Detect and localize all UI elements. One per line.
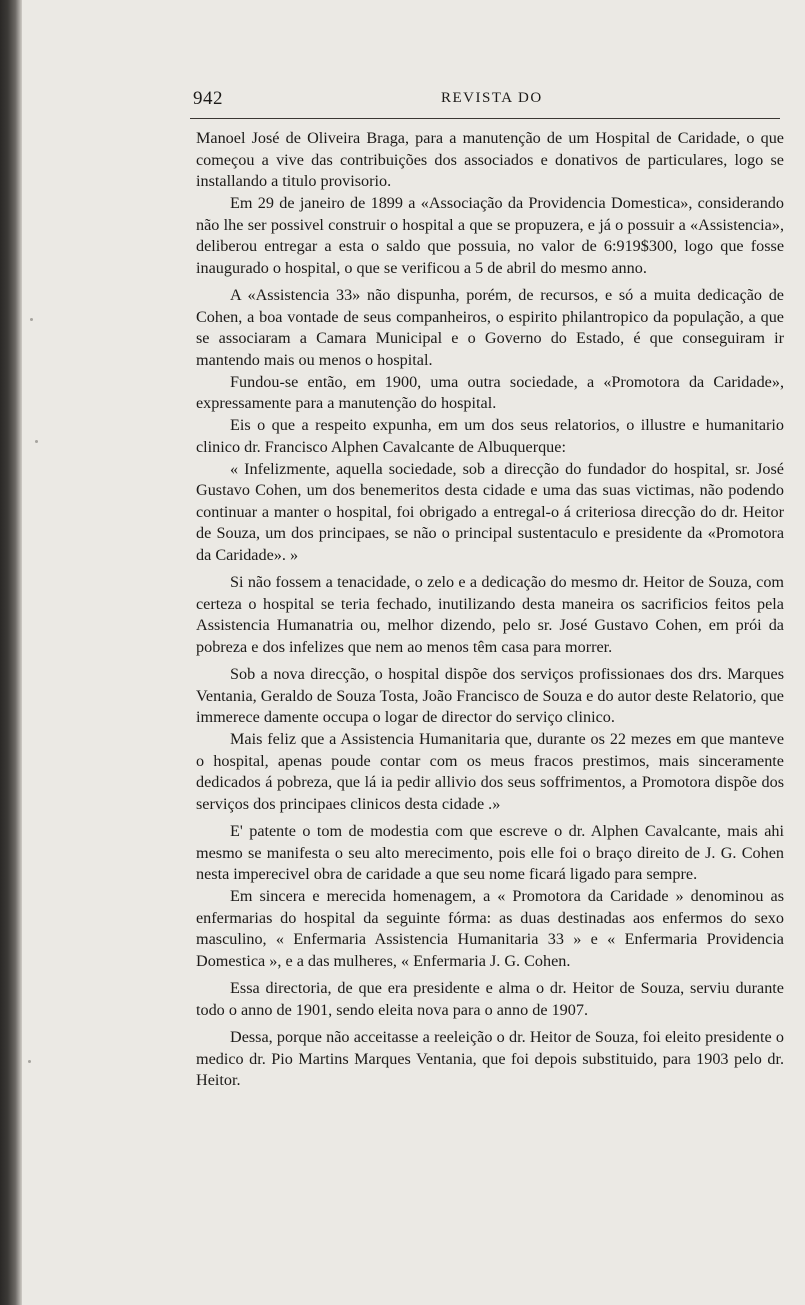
page-number: 942 [193,88,223,109]
paragraph: Em 29 de janeiro de 1899 a «Associação da Providencia Domestica», considerando não lhe ser possivel construir o hospital a que se propuzera, e já o possuir a «Assistencia», deliberou entregar a esta o saldo que possuia, no valor de 6:919$300, logo que fosse inaugurado o hospital, o que se verificou a 5 de abril do mesmo anno. [196,194,784,277]
body-text [196,128,784,1092]
paragraph: « Infelizmente, aquella sociedade, sob a direcção do fundador do hospital, sr. José Gustavo Cohen, um dos benemeritos desta cidade e uma das suas victimas, não podendo continuar a manter o hospital, foi obrigado a entregal-o á criteriosa direcção do dr. Heitor de Souza, um dos principaes, se não o principal sustentaculo e presidente da «Promotora da Caridade». » [196,459,784,564]
paragraph: Manoel José de Oliveira Braga, para a manutenção de um Hospital de Caridade, o que começou a vive das contribuições dos associados e donativos de particulares, logo se installando a titulo provisorio. [196,129,784,190]
paragraph: Dessa, porque não acceitasse a reeleição o dr. Heitor de Souza, foi eleito presidente o medico dr. Pio Martins Marques Ventania, que foi depois substituido, para 1903 pelo dr. Heitor. [196,1028,784,1089]
running-head: REVISTA DO [441,90,543,106]
book-binding-edge [0,0,22,1305]
paragraph: A «Assistencia 33» não dispunha, porém, de recursos, e só a muita dedicação de Cohen, a boa vontade de seus companheiros, o espirito philantropico da população, a que se associaram a Camara Municipal e o Governo do Estado, é que conseguiram ir mantendo mais ou menos o hospital. [196,286,784,369]
paragraph: Essa directoria, de que era presidente e alma o dr. Heitor de Souza, serviu durante todo o anno de 1901, sendo eleita nova para o anno de 1907. [196,979,784,1019]
paragraph: Si não fossem a tenacidade, o zelo e a dedicação do mesmo dr. Heitor de Souza, com certeza o hospital se teria fechado, inutilizando desta maneira os sacrificios feitos pela Assistencia Humanatria ou, melhor dizendo, pelo sr. José Gustavo Cohen, em prói da pobreza e dos infelizes que nem ao menos têm casa para morrer. [196,573,784,656]
page-speckle [30,318,33,321]
paragraph: Fundou-se então, em 1900, uma outra sociedade, a «Promotora da Caridade», expressamente para a manutenção do hospital. [196,372,784,412]
page-speckle [28,1060,31,1063]
header-rule [190,118,780,119]
paragraph: E' patente o tom de modestia com que escreve o dr. Alphen Cavalcante, mais ahi mesmo se manifesta o seu alto merecimento, pois elle foi o braço direito de J. G. Cohen nesta imperecivel obra de caridade a que seu nome ficará ligado para sempre. [196,822,784,883]
paragraph: Sob a nova direcção, o hospital dispõe dos serviços profissionaes dos drs. Marques Ventania, Geraldo de Souza Tosta, João Francisco de Souza e do autor deste Relatorio, que immerece damente occupa o logar de director do serviço clinico. [196,665,784,726]
paragraph: Mais feliz que a Assistencia Humanitaria que, durante os 22 mezes em que manteve o hospital, apenas poude contar com os meus fracos prestimos, mais sinceramente dedicados á pobreza, que lá ia pedir allivio dos seus soffrimentos, a Promotora dispõe dos serviços dos principaes clinicos desta cidade .» [196,730,784,813]
page-speckle [35,440,38,443]
paragraph: Eis o que a respeito expunha, em um dos seus relatorios, o illustre e humanitario clinico dr. Francisco Alphen Cavalcante de Albuquerque: [196,416,784,456]
page-header [193,88,783,112]
paragraph: Em sincera e merecida homenagem, a « Promotora da Caridade » denominou as enfermarias do hospital da seguinte fórma: as duas destinadas aos enfermos do sexo masculino, « Enfermaria Assistencia Humanitaria 33 » e « Enfermaria Providencia Domestica », e a das mulheres, « Enfermaria J. G. Cohen. [196,887,784,970]
